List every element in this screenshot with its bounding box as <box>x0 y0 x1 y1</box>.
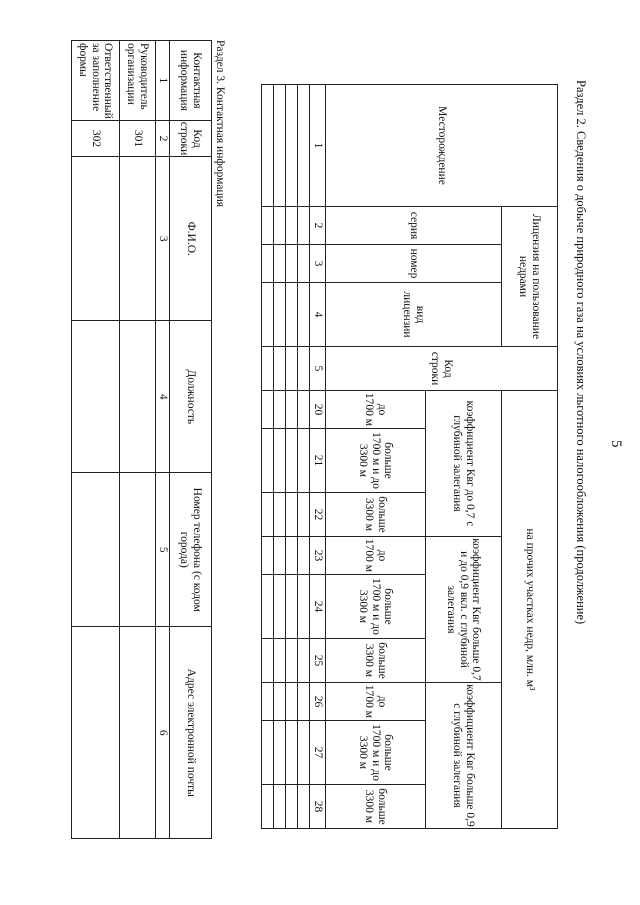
empty-cell <box>262 85 274 207</box>
empty-cell <box>298 683 310 721</box>
empty-cell <box>298 537 310 575</box>
empty-cell <box>298 283 310 347</box>
empty-cell <box>286 85 298 207</box>
header-license: Лицензия на пользование недрами <box>502 207 558 347</box>
empty-cell <box>298 721 310 785</box>
col-num: 21 <box>310 429 326 493</box>
col-num: 3 <box>156 157 170 321</box>
empty-cell <box>274 493 286 537</box>
row-label: Руководитель организации <box>120 41 156 121</box>
empty-cell <box>286 391 298 429</box>
section2-title: Раздел 2. Сведения о добыче природного газа на условиях льготного налогообложения (продолжение) <box>574 80 588 625</box>
empty-cell <box>262 785 274 829</box>
position-cell <box>72 321 120 473</box>
empty-cell <box>286 245 298 283</box>
empty-cell <box>274 429 286 493</box>
col-num: 26 <box>310 683 326 721</box>
header-k2: коэффициент Квг больше 0,7 и до 0,9 вкл. с глубиной залегания <box>426 537 502 683</box>
section3-table <box>71 40 212 839</box>
depth-gt3300: больше 3300 м <box>326 639 426 683</box>
col-num: 4 <box>310 283 326 347</box>
table-row <box>298 85 310 829</box>
empty-cell <box>274 537 286 575</box>
header-license-type: вид лицензии <box>326 283 502 347</box>
col-num: 6 <box>156 627 170 839</box>
depth-gt3300: больше 3300 м <box>326 493 426 537</box>
empty-cell <box>298 785 310 829</box>
header-other-sites: на прочих участках недр, млн. м³ <box>502 391 558 829</box>
empty-cell <box>298 391 310 429</box>
row-label: Ответственный за заполнение формы <box>72 41 120 121</box>
col-num: 3 <box>310 245 326 283</box>
empty-cell <box>262 493 274 537</box>
header-field: Месторождение <box>326 85 558 207</box>
empty-cell <box>286 575 298 639</box>
empty-cell <box>286 785 298 829</box>
empty-cell <box>262 683 274 721</box>
empty-cell <box>274 245 286 283</box>
empty-cell <box>286 639 298 683</box>
full-name-cell <box>72 157 120 321</box>
table-row <box>286 85 298 829</box>
col-num: 23 <box>310 537 326 575</box>
phone-cell <box>72 473 120 627</box>
empty-cell <box>286 683 298 721</box>
header-full-name: Ф.И.О. <box>170 157 212 321</box>
col-num: 20 <box>310 391 326 429</box>
header-email: Адрес электронной почты <box>170 627 212 839</box>
empty-cell <box>274 785 286 829</box>
header-number: номер <box>326 245 502 283</box>
empty-cell <box>298 85 310 207</box>
email-cell <box>120 627 156 839</box>
empty-cell <box>262 245 274 283</box>
empty-cell <box>274 347 286 391</box>
empty-cell <box>286 347 298 391</box>
col-num: 27 <box>310 721 326 785</box>
empty-cell <box>286 537 298 575</box>
col-num: 1 <box>156 41 170 121</box>
header-row-code: Код строки <box>170 120 212 157</box>
empty-cell <box>262 207 274 245</box>
col-num: 2 <box>156 120 170 157</box>
column-numbers-row <box>156 41 170 839</box>
empty-cell <box>298 207 310 245</box>
empty-cell <box>298 347 310 391</box>
empty-cell <box>286 283 298 347</box>
header-row-code: Код строки <box>326 347 558 391</box>
header-position: Должность <box>170 321 212 473</box>
empty-cell <box>298 575 310 639</box>
depth-lt1700: до 1700 м <box>326 391 426 429</box>
depth-lt1700: до 1700 м <box>326 683 426 721</box>
empty-cell <box>298 639 310 683</box>
empty-cell <box>298 493 310 537</box>
empty-cell <box>274 683 286 721</box>
header-k1: коэффициент Квг до 0,7 с глубиной залегания <box>426 391 502 537</box>
col-num: 2 <box>310 207 326 245</box>
col-num: 4 <box>156 321 170 473</box>
empty-cell <box>274 721 286 785</box>
header-contact-info: Контактная информация <box>170 41 212 121</box>
col-num: 24 <box>310 575 326 639</box>
depth-mid: больше 1700 м и до 3300 м <box>326 429 426 493</box>
empty-cell <box>262 575 274 639</box>
empty-cell <box>262 721 274 785</box>
col-num: 25 <box>310 639 326 683</box>
row-code: 302 <box>72 120 120 157</box>
col-num: 5 <box>310 347 326 391</box>
empty-cell <box>262 283 274 347</box>
table-row <box>262 85 274 829</box>
table-row <box>72 41 120 839</box>
col-num: 28 <box>310 785 326 829</box>
section3-title: Раздел 3. Контактная информация <box>214 40 226 208</box>
empty-cell <box>262 537 274 575</box>
col-num: 1 <box>310 85 326 207</box>
empty-cell <box>262 429 274 493</box>
depth-lt1700: до 1700 м <box>326 537 426 575</box>
col-num: 5 <box>156 473 170 627</box>
table-row <box>274 85 286 829</box>
section2-table <box>261 84 558 829</box>
empty-cell <box>274 207 286 245</box>
empty-cell <box>286 429 298 493</box>
full-name-cell <box>120 157 156 321</box>
empty-cell <box>274 283 286 347</box>
empty-cell <box>274 85 286 207</box>
header-phone: Номер телефона (с кодом города) <box>170 473 212 627</box>
table-row <box>120 41 156 839</box>
depth-mid: больше 1700 м и до 3300 м <box>326 575 426 639</box>
page-number: 5 <box>608 440 624 448</box>
email-cell <box>72 627 120 839</box>
empty-cell <box>262 391 274 429</box>
depth-gt3300: больше 3300 м <box>326 785 426 829</box>
phone-cell <box>120 473 156 627</box>
empty-cell <box>274 575 286 639</box>
empty-cell <box>262 639 274 683</box>
depth-mid: больше 1700 м и до 3300 м <box>326 721 426 785</box>
empty-cell <box>286 721 298 785</box>
empty-cell <box>286 207 298 245</box>
empty-cell <box>274 639 286 683</box>
empty-cell <box>274 391 286 429</box>
row-code: 301 <box>120 120 156 157</box>
position-cell <box>120 321 156 473</box>
header-k3: коэффициент Квг больше 0,9 с глубиной залегания <box>426 683 502 829</box>
empty-cell <box>286 493 298 537</box>
col-num: 22 <box>310 493 326 537</box>
empty-cell <box>298 245 310 283</box>
empty-cell <box>298 429 310 493</box>
empty-cell <box>262 347 274 391</box>
column-numbers-row <box>310 85 326 829</box>
header-series: серия <box>326 207 502 245</box>
